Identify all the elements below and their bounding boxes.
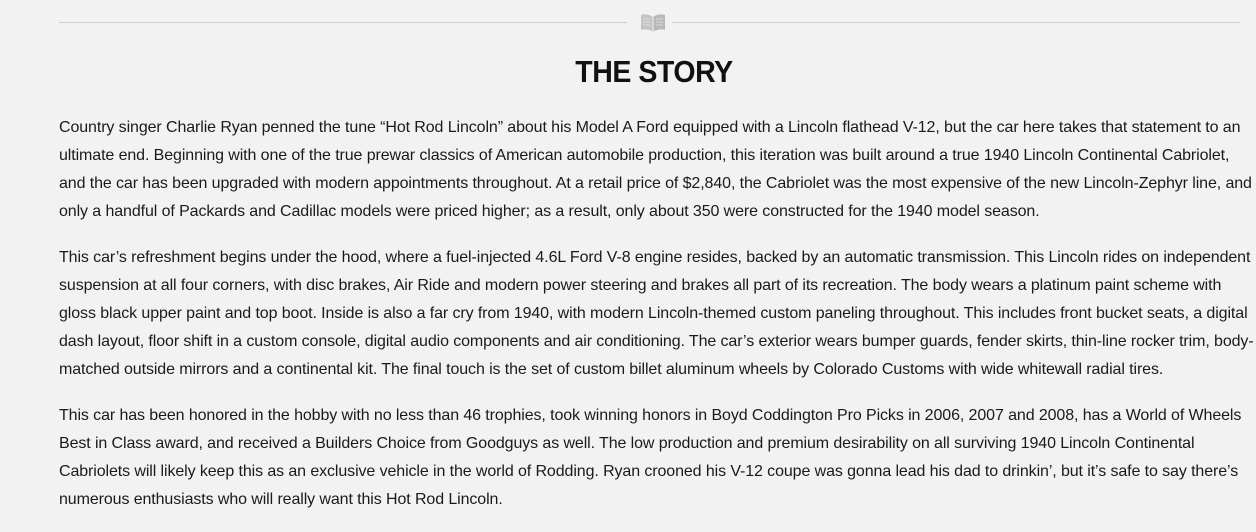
divider-line-left [59, 22, 627, 23]
open-book-icon [639, 12, 667, 34]
story-paragraph: This car has been honored in the hobby with no less than 46 trophies, took winning honors in Boyd Coddington Pro Picks in 2006, 2007 and 2008, has a World of Wheels Best in Class award, and received a Builders Choice from Goodguys as well. The low production and premium desirability on all surviving 1940 Lincoln Continental Cabriolets will likely keep this as an exclusive vehicle in the world of Rodding. Ryan crooned his V-12 coupe was gonna lead his dad to drinkin’, but it’s safe to say there’s numerous enthusiasts who will really want this Hot Rod Lincoln. [59, 407, 1242, 508]
divider-line-right [672, 22, 1240, 23]
story-paragraph: Country singer Charlie Ryan penned the tune “Hot Rod Lincoln” about his Model A Ford equipped with a Lincoln flathead V-12, but the car here takes that statement to an ultimate end. Beginning with one of the true prewar classics of American automobile production, this iteration was built around a true 1940 Lincoln Continental Cabriolet, and the car has been upgraded with modern appointments throughout. At a retail price of $2,840, the Cabriolet was the most expensive of the new Lincoln-Zephyr line, and only a handful of Packards and Cadillac models were priced higher; as a result, only about 350 were constructed for the 1940 model season. [59, 119, 1252, 220]
section-divider [59, 10, 1240, 36]
section-title: THE STORY [575, 54, 733, 89]
story-body [59, 114, 1254, 532]
story-paragraph: This car’s refreshment begins under the hood, where a fuel-injected 4.6L Ford V-8 engine resides, backed by an automatic transmission. This Lincoln rides on independent suspension at all four corners, with disc brakes, Air Ride and modern power steering and brakes all part of its recreation. The body wears a platinum paint scheme with gloss black upper paint and top boot. Inside is also a far cry from 1940, with modern Lincoln-themed custom paneling throughout. This includes front bucket seats, a digital dash layout, floor shift in a custom console, digital audio components and air conditioning. The car’s exterior wears bumper guards, fender skirts, thin-line rocker trim, body-matched outside mirrors and a continental kit. The final touch is the set of custom billet aluminum wheels by Colorado Customs with wide whitewall radial tires. [59, 249, 1254, 378]
